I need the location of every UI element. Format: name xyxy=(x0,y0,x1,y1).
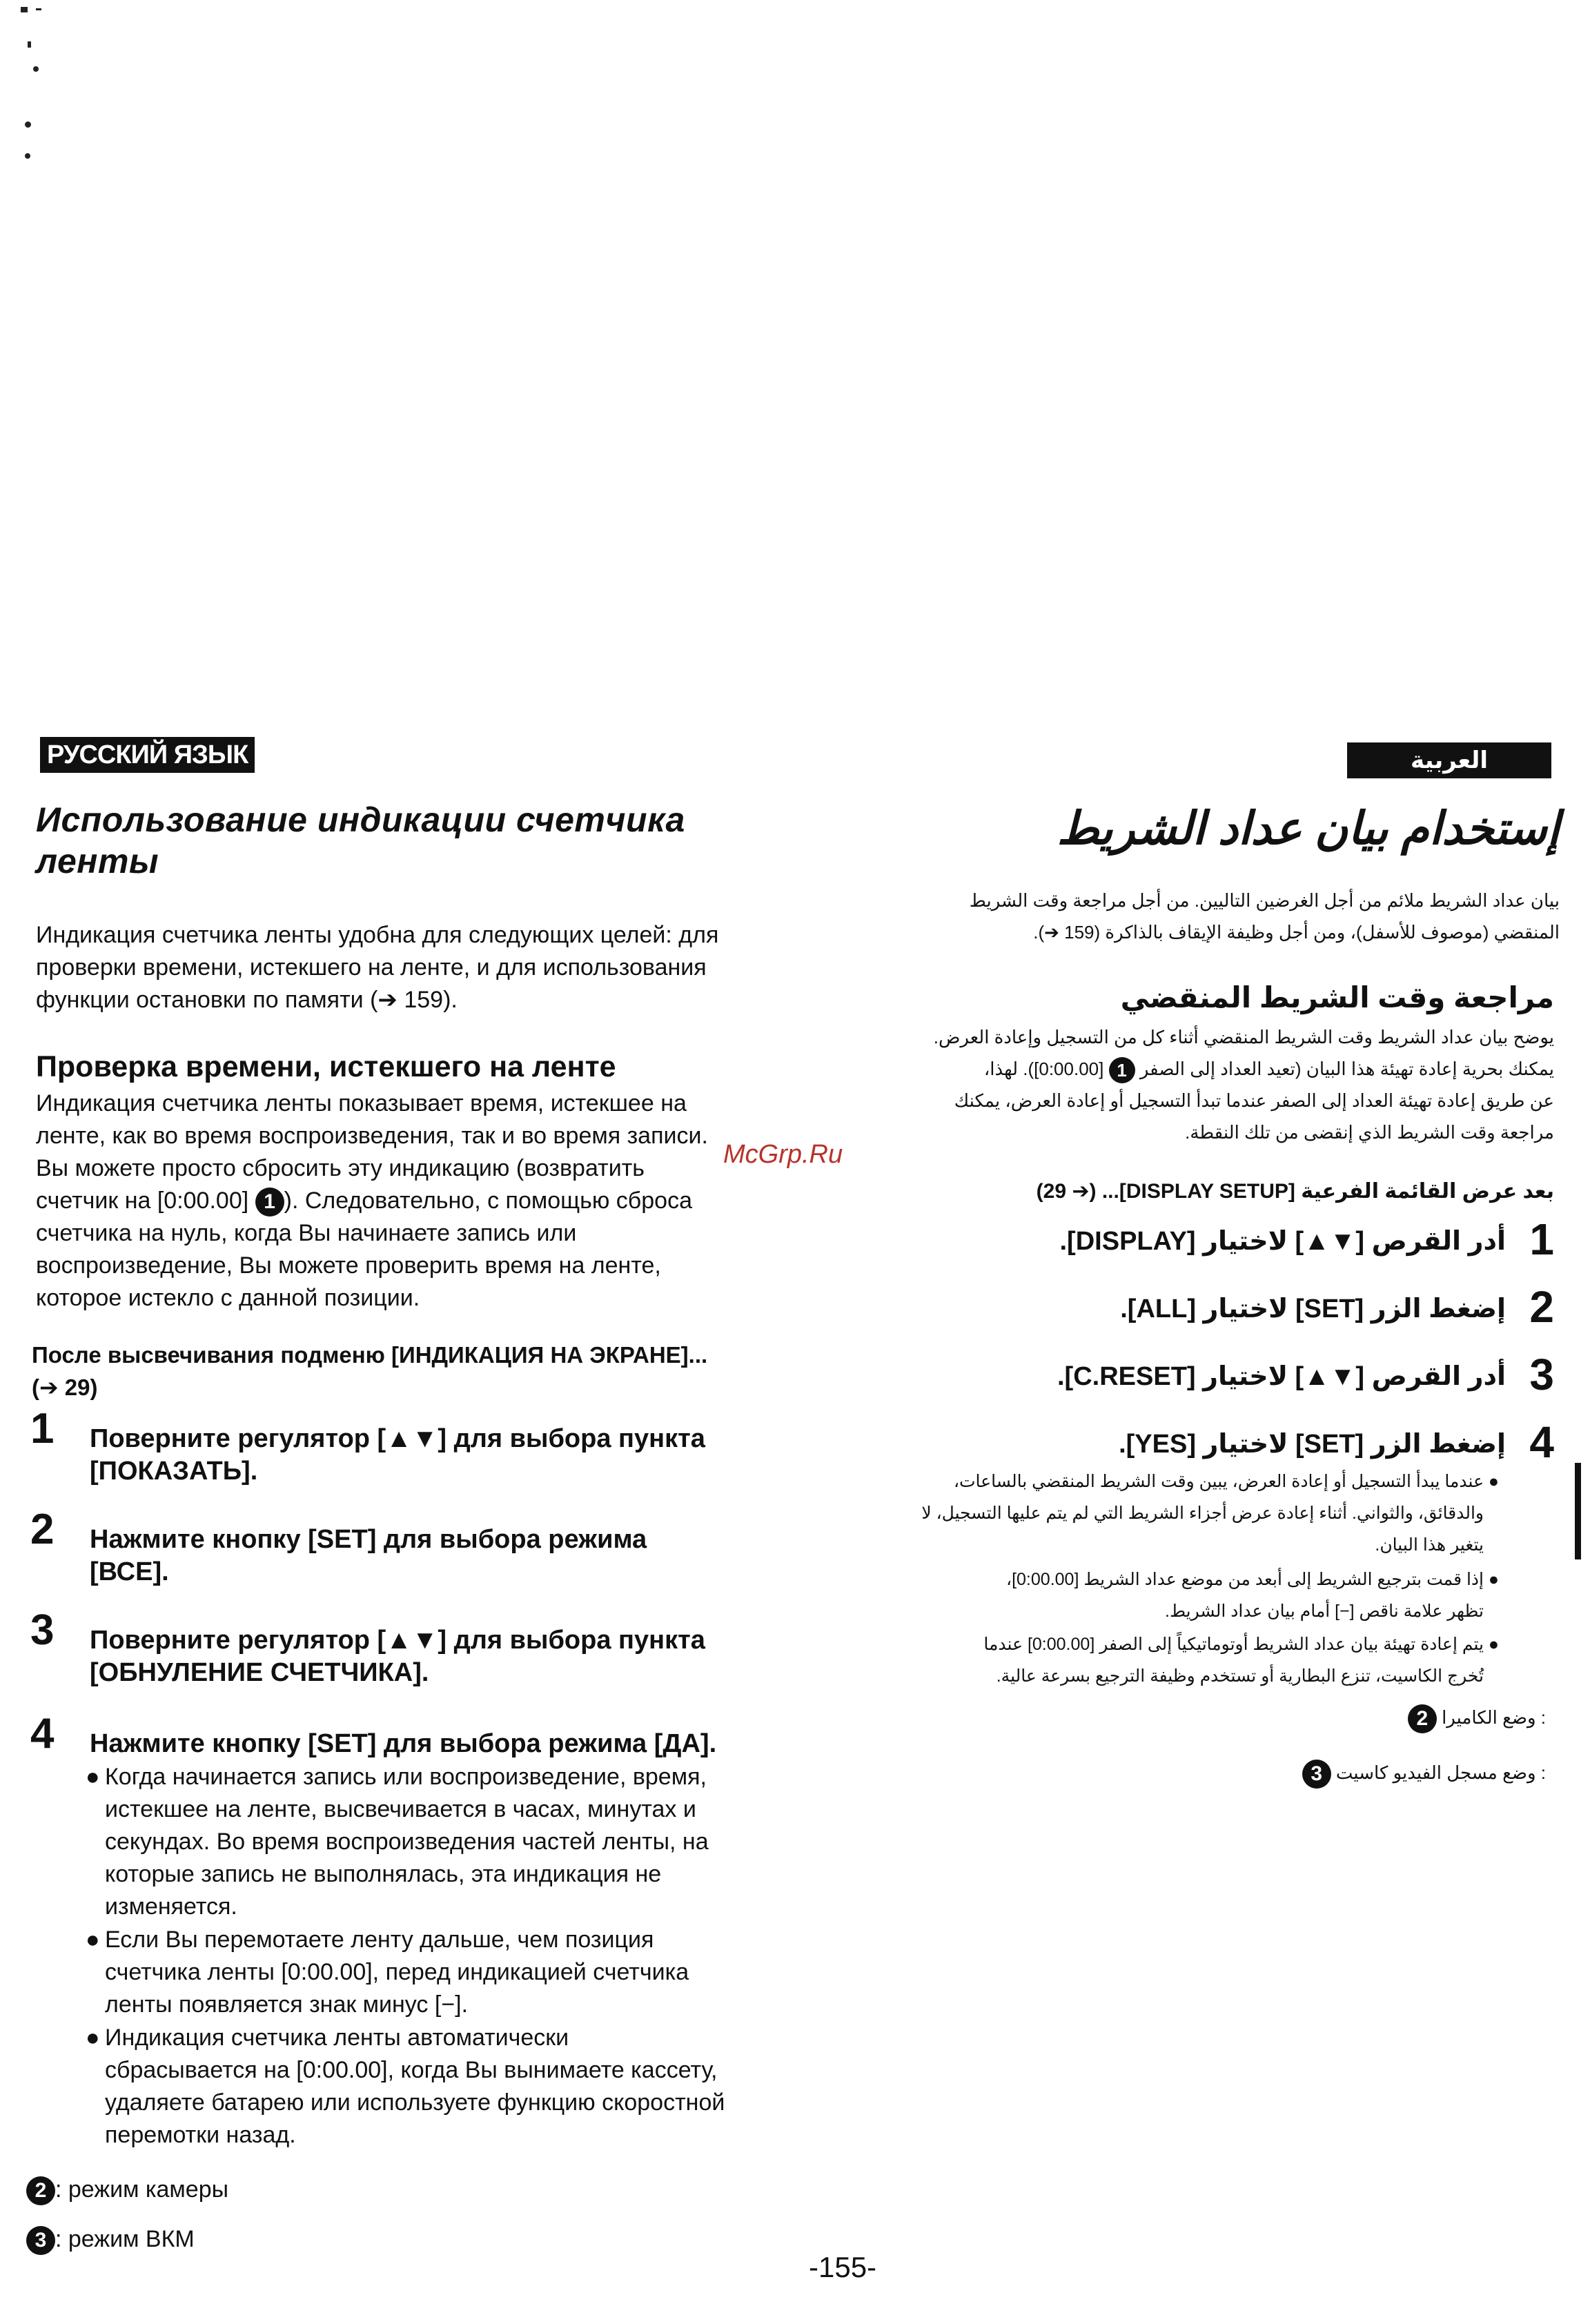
mode-label: : وضع الكاميرا xyxy=(1442,1707,1546,1728)
text-line: [ОБНУЛЕНИЕ СЧЕТЧИКА]. xyxy=(90,1658,429,1687)
section-paragraph-ru xyxy=(36,1087,864,1314)
text-line: عندما يبدأ التسجيل أو إعادة العرض، يبين وقت الشريط المنقضي بالساعات، xyxy=(953,1472,1484,1491)
bullet-item-ru xyxy=(86,1924,878,2021)
step-text: إضغط الزر [SET] لاختيار [ALL]. xyxy=(1120,1294,1506,1323)
scan-mark xyxy=(28,41,31,48)
scan-mark xyxy=(25,153,30,159)
bullet-item-ar xyxy=(890,1466,1499,1561)
text-fragment: счетчик на [0:00.00] xyxy=(36,1188,249,1214)
text-line: Индикация счетчика ленты показывает время, истекшее на xyxy=(36,1090,687,1116)
russian-language-tag: РУССКИЙ ЯЗЫК xyxy=(40,737,255,773)
text-line: истекшее на ленте, высвечивается в часах, минутах и xyxy=(105,1796,696,1822)
text-line: проверки времени, истекшего на ленте, и для использования xyxy=(36,954,707,981)
step-number: 1 xyxy=(30,1405,55,1452)
text-line: المنقضي (موصوف للأسفل)، ومن أجل وظيفة الإيقاف بالذاكرة (159 ➔). xyxy=(1033,922,1560,943)
text-line: перемотки назад. xyxy=(105,2122,296,2148)
text-line: Поверните регулятор [▲▼] для выбора пункта xyxy=(90,1626,705,1655)
mode-label: : режим ВКМ xyxy=(55,2226,195,2252)
text-fragment: ). Следовательно, с помощью сброса xyxy=(284,1188,692,1214)
scan-mark xyxy=(21,7,28,12)
section-heading-ru: Проверка времени, истекшего на ленте xyxy=(36,1050,616,1083)
bullet-dot-icon: ● xyxy=(1488,1635,1499,1654)
step-text xyxy=(90,1423,870,1488)
text-line: которое истекло с данной позиции. xyxy=(36,1285,420,1311)
step-text: أدر القرص [▼▲] لاختيار [DISPLAY]. xyxy=(1059,1227,1506,1256)
section-heading-ar: مراجعة وقت الشريط المنقضي xyxy=(1120,981,1554,1014)
step-number: 4 xyxy=(1529,1417,1554,1467)
text-line: والدقائق، والثواني. أثناء إعادة عرض أجزاء الشريط التي لم يتم عليها التسجيل، لا xyxy=(921,1504,1484,1523)
bullet-dot-icon: ● xyxy=(86,1764,100,1790)
text-line: Если Вы перемотаете ленту дальше, чем позиция xyxy=(105,1927,654,1953)
mode-badge: 3 xyxy=(1302,1760,1331,1789)
text-line: секундах. Во время воспроизведения частей ленты, на xyxy=(105,1829,709,1855)
step-text xyxy=(90,1624,870,1689)
text-line: Вы можете просто сбросить эту индикацию (возвратить xyxy=(36,1155,645,1181)
text-line xyxy=(897,1053,1554,1085)
section-paragraph-ar xyxy=(897,1021,1554,1148)
watermark: McGrp.Ru xyxy=(723,1140,843,1169)
text-line: يتم إعادة تهيئة بيان عداد الشريط أوتوماتيكياً إلى الصفر [0:00.00] عندما xyxy=(983,1635,1484,1654)
step-text: أدر القرص [▼▲] لاختيار [C.RESET]. xyxy=(1057,1362,1506,1391)
text-line: تُخرج الكاسيت، تنزع البطارية أو تستخدم وظيفة الترجيع بسرعة عالية. xyxy=(996,1666,1484,1686)
display-reference-badge: 1 xyxy=(255,1188,284,1217)
bullet-item-ar xyxy=(890,1628,1499,1692)
mode-legend-camera-ar xyxy=(1035,1702,1546,1733)
display-reference-badge: 1 xyxy=(1109,1057,1135,1083)
bullet-dot-icon: ● xyxy=(86,2025,100,2051)
text-line: удаляете батарею или используете функцию скоростной xyxy=(105,2089,725,2116)
title-line: ленты xyxy=(36,842,159,880)
page-number: -155- xyxy=(809,2251,877,2283)
mode-legend-vcr-ar xyxy=(1035,1757,1546,1789)
mode-label: : وضع مسجل الفيديو كاسيت xyxy=(1335,1762,1546,1783)
text-fragment: [0:00.00]). لهذا، xyxy=(983,1058,1104,1079)
mode-badge: 3 xyxy=(26,2226,55,2255)
mode-badge: 2 xyxy=(1408,1704,1437,1733)
text-line: сбрасывается на [0:00.00], когда Вы вынимаете кассету, xyxy=(105,2057,718,2083)
text-line: بيان عداد الشريط ملائم من أجل الغرضين التاليين. من أجل مراجعة وقت الشريط xyxy=(969,890,1560,911)
text-line: مراجعة وقت الشريط الذي إنقضى من تلك النقطة. xyxy=(1185,1122,1554,1143)
after-menu-note-ar: بعد عرض القائمة الفرعية [DISPLAY SETUP]... (➔ 29) xyxy=(1036,1180,1554,1203)
scan-mark xyxy=(33,66,39,72)
bullet-dot-icon: ● xyxy=(86,1927,100,1953)
text-line xyxy=(36,1185,864,1217)
bullet-item-ar xyxy=(890,1564,1499,1627)
step-text: إضغط الزر [SET] لاختيار [YES]. xyxy=(1119,1430,1506,1459)
text-line: Когда начинается запись или воспроизведение, время, xyxy=(105,1764,707,1790)
text-line: счетчика на нуль, когда Вы начинаете запись или xyxy=(36,1220,577,1246)
text-line: функции остановки по памяти (➔ 159). xyxy=(36,987,458,1013)
scan-mark xyxy=(36,8,41,10)
text-line: которые запись не выполнялась, эта индикация не xyxy=(105,1861,662,1887)
mode-legend-camera-ru xyxy=(26,2174,228,2206)
text-line: воспроизведение, Вы можете проверить время на ленте, xyxy=(36,1252,661,1279)
page-title-ar: إستخدام بيان عداد الشريط xyxy=(1057,802,1560,854)
mode-legend-vcr-ru xyxy=(26,2223,195,2256)
text-line: счетчика ленты [0:00.00], перед индикацией счетчика xyxy=(105,1959,689,1985)
text-line: изменяется. xyxy=(105,1893,237,1920)
step-number: 1 xyxy=(1529,1214,1554,1264)
bullet-dot-icon: ● xyxy=(1488,1570,1499,1589)
text-line: Нажмите кнопку [SET] для выбора режима [ДА]. xyxy=(90,1729,717,1758)
bullet-dot-icon: ● xyxy=(1488,1472,1499,1491)
arabic-language-tag: العربية xyxy=(1347,742,1551,778)
step-number: 3 xyxy=(30,1606,55,1654)
title-line: Использование индикации счетчика xyxy=(36,800,685,839)
step-text xyxy=(90,1524,870,1588)
after-menu-note-ru xyxy=(32,1339,874,1404)
text-line: ленте, как во время воспроизведения, так и во время записи. xyxy=(36,1123,708,1149)
text-line: (➔ 29) xyxy=(32,1375,98,1400)
text-line: [ВСЕ]. xyxy=(90,1557,169,1586)
page-title-ru xyxy=(36,799,850,882)
step-text xyxy=(90,1728,870,1760)
bullet-item-ru xyxy=(86,1761,878,1923)
step-ar xyxy=(897,1352,1554,1401)
text-line: Нажмите кнопку [SET] для выбора режима xyxy=(90,1525,647,1554)
step-number: 2 xyxy=(30,1506,55,1553)
text-fragment: يمكنك بحرية إعادة تهيئة هذا البيان (تعيد العداد إلى الصفر xyxy=(1139,1058,1554,1079)
mode-label: : режим камеры xyxy=(55,2176,229,2203)
intro-paragraph-ru xyxy=(36,919,864,1016)
step-number: 2 xyxy=(1529,1282,1554,1332)
text-line: يوضح بيان عداد الشريط وقت الشريط المنقضي أثناء كل من التسجيل وإعادة العرض. xyxy=(933,1027,1554,1047)
text-line: Индикация счетчика ленты автоматически xyxy=(105,2025,569,2051)
step-ar xyxy=(897,1417,1554,1468)
text-line: После высвечивания подменю [ИНДИКАЦИЯ НА ЭКРАНЕ]... xyxy=(32,1342,708,1368)
mode-badge: 2 xyxy=(26,2176,55,2205)
text-line: يتغير هذا البيان. xyxy=(1375,1535,1484,1555)
bullet-item-ru xyxy=(86,2022,878,2151)
text-line: إذا قمت بترجيع الشريط إلى أبعد من موضع عداد الشريط [0:00.00]، xyxy=(1006,1570,1484,1589)
step-ar xyxy=(897,1214,1554,1266)
text-line: [ПОКАЗАТЬ]. xyxy=(90,1457,258,1486)
text-line: ленты появляется знак минус [−]. xyxy=(105,1991,469,2018)
step-ar xyxy=(897,1282,1554,1333)
text-line: عن طريق إعادة تهيئة العداد إلى الصفر عندما تبدأ التسجيل أو إعادة العرض، يمكنك xyxy=(954,1090,1554,1111)
margin-bar xyxy=(1575,1463,1581,1559)
text-line: Поверните регулятор [▲▼] для выбора пункта xyxy=(90,1424,705,1453)
step-number: 3 xyxy=(1529,1350,1554,1399)
intro-paragraph-ar xyxy=(897,885,1560,948)
text-line: تظهر علامة ناقص [−] أمام بيان عداد الشريط. xyxy=(1165,1602,1484,1621)
text-line: Индикация счетчика ленты удобна для следующих целей: для xyxy=(36,922,719,948)
step-number: 4 xyxy=(30,1710,55,1757)
scan-mark xyxy=(25,121,31,128)
